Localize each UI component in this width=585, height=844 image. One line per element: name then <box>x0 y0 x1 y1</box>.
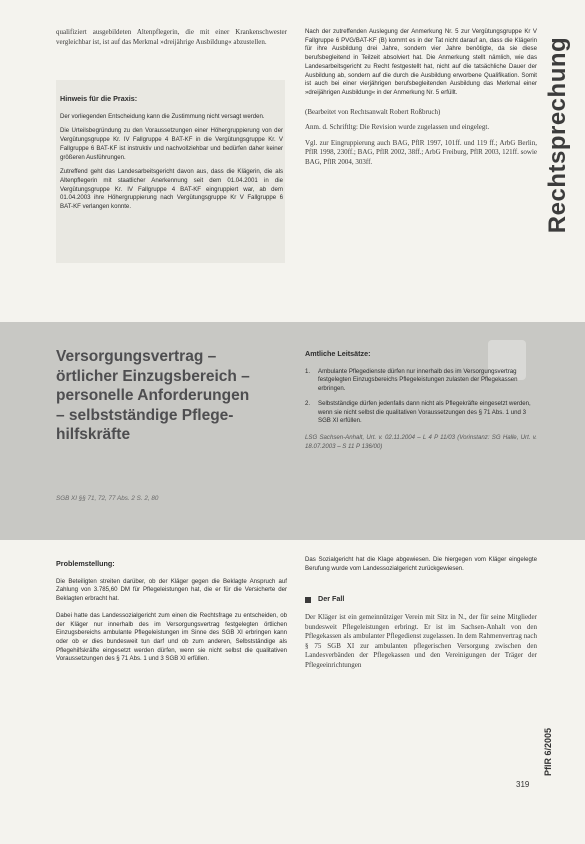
court-reference: LSG Sachsen-Anhalt, Urt. v. 02.11.2004 – L 4 P 11/03 (Vorinstanz: SG Halle, Urt. v. 18.07.2003 – S 11 P 136/00) <box>305 433 537 450</box>
guidelines-heading: Amtliche Leitsätze: <box>305 349 371 358</box>
bottom-right-column <box>305 556 537 677</box>
case-title-line: örtlicher Einzugsbereich – <box>56 367 250 385</box>
case-section-heading <box>305 595 537 604</box>
guideline-number: 2. <box>305 399 311 407</box>
carry-paragraph: qualifiziert ausgebildeten Altenpflegerin, die mit einer Krankenschwester vergleichbar ist, ist auf das Merkmal »dreijährige Ausbildung« abzustellen. <box>56 28 287 46</box>
case-paragraph: Der Kläger ist ein gemeinnütziger Verein mit Sitz in N., der für seine Mitglieder bundesweit Pflegeleistungen erbringt. Er ist im Sachsen-Anhalt von den Pflegekassen als ambulanter Pflegedienst zugelassen. In dem Rahmenvertrag nach § 75 SGB XI zur ambulanten pflegerischen Versorgung zwischen den Landesverbänden der Pflegekassen und den Vereinigungen der Träger der Pflegeeinrichtungen <box>305 613 537 670</box>
square-bullet-icon <box>305 597 311 603</box>
guideline-number: 1. <box>305 367 311 375</box>
case-title-line: hilfskräfte <box>56 426 131 443</box>
references: Vgl. zur Eingruppierung auch BAG, PflR 1997, 101ff. und 119 ff.; ArbG Berlin, PflR 1998, 230ff.; BAG, PflR 2002, 38ff.; ArbG Freiburg, PflR 2003, 121ff. sowie BAG, PflR 2004, 303ff. <box>305 138 537 166</box>
author-line: (Bearbeitet von Rechtsanwalt Robert Roßbruch) <box>305 107 441 116</box>
guideline-item <box>305 400 537 426</box>
statute-reference: SGB XI §§ 71, 72, 77 Abs. 2 S. 2, 80 <box>56 495 159 502</box>
problem-p1: Die Beteiligten streiten darüber, ob der Kläger gegen die Beklagte Anspruch auf Zahlung von 3.785,60 DM für Pflegeleistungen hat, die er für die Versicherte der Beklagten erbracht hat. <box>56 577 287 603</box>
interpretation-paragraph: Nach der zutreffenden Auslegung der Anmerkung Nr. 5 zur Vergütungsgruppe Kr V Fallgruppe 6 PVG/BAT-KF (B) kommt es in der Tat nicht darauf an, dass die Klägerin für ihre Ausbildung drei Jahre, sondern vier Jahre benötigte, da sie diese berufsbegleitend in Teilzeit absolviert hat. Die Anmerkung stellt nämlich, wie das Landesarbeitsgericht zu Recht festgestellt hat, nicht auf die tatsächliche Dauer der Ausbildung ab, sondern auf die durch die Ausbildung erworbene Qualifikation. Somit ist auch bei einer vierjährigen berufsbegleitenden Ausbildung das Merkmal einer »dreijährigen Ausbildung« in der Anmerkung Nr. 5 erfüllt. <box>305 28 537 96</box>
practice-hint <box>60 95 283 218</box>
problem-heading: Problemstellung: <box>56 559 115 568</box>
side-title: Rechtsprechung <box>544 36 571 234</box>
editor-note: Anm. d. Schriftltg: Die Revision wurde zugelassen und eingelegt. <box>305 123 490 132</box>
problem-section <box>56 560 287 670</box>
top-left-carry <box>56 28 287 53</box>
page-number: 319 <box>516 780 530 789</box>
practice-hint-p2: Die Urteilsbegründung zu den Voraussetzungen einer Höhergruppierung von der Vergütungsgruppe Kr. IV Fallgruppe 4 BAT-KF in die Vergütungsgruppe Kr. V Fallgruppe 6 BAT-KF ist instruktiv und nachvollziehbar und bedürfen daher keiner größeren Ausführungen. <box>60 127 283 161</box>
journal-logo: PflR 6/2005 <box>543 727 553 777</box>
top-right-column <box>305 28 537 174</box>
official-guidelines <box>305 350 537 457</box>
guideline-text: Ambulante Pflegedienste dürfen nur innerhalb des im Versorgungsvertrag festgelegten Einzugsbereichs Pflegeleistungen zulasten der Pflegekassen erbringen. <box>318 367 518 393</box>
guideline-item <box>305 368 537 394</box>
case-title-line: – selbstständige Pflege- <box>56 406 234 424</box>
practice-hint-p3: Zutreffend geht das Landesarbeitsgericht davon aus, dass die Klägerin, die als Altenpflegerin mit staatlicher Anerkennung seit dem 01.04.2001 in die Vergütungsgruppe Kr. IV Fallgruppe 4 BAT-KF eingruppiert war, ab dem 01.04.2003 ihre Höhergruppierung nach Vergütungsgruppe Kr V Fallgruppe 6 BAT-KF verlangen konnte. <box>60 168 283 211</box>
guideline-text: Selbstständige dürfen jedenfalls dann nicht als Pflegekräfte eingesetzt werden, wenn sie nicht selbst die qualitativen Voraussetzungen des § 71 Abs. 1 und 3 SGB XI erfüllen. <box>318 399 531 425</box>
case-section-title: Der Fall <box>318 594 345 604</box>
practice-hint-p1: Der vorliegenden Entscheidung kann die Zustimmung nicht versagt werden. <box>60 112 265 120</box>
dismissal-paragraph: Das Sozialgericht hat die Klage abgewiesen. Die hiergegen vom Kläger eingelegte Berufung wurde vom Landessozialgericht zurückgewiesen. <box>305 556 537 572</box>
practice-hint-heading: Hinweis für die Praxis: <box>60 94 138 103</box>
case-title-line: personelle Anforderungen <box>56 387 250 404</box>
problem-p2: Dabei hatte das Landessozialgericht zum einen die Rechtsfrage zu entscheiden, ob der Kläger nur innerhalb des im Versorgungsvertrag festgelegten örtlichen Einzugsbereichs ambulante Pflegeleistungen im Sinne des SGB XI erbringen kann oder ob er dies bundesweit tun darf und ob zum anderen, Selbstständige als Pflegehilfskräfte eingesetzt werden dürfen, wenn sie nicht selbst die qualitativen Voraussetzungen des § 71 Abs. 1 und 3 SGB XI erfüllen. <box>56 611 287 663</box>
case-title-line: Versorgungsvertrag – <box>56 348 217 365</box>
case-title <box>56 347 288 445</box>
